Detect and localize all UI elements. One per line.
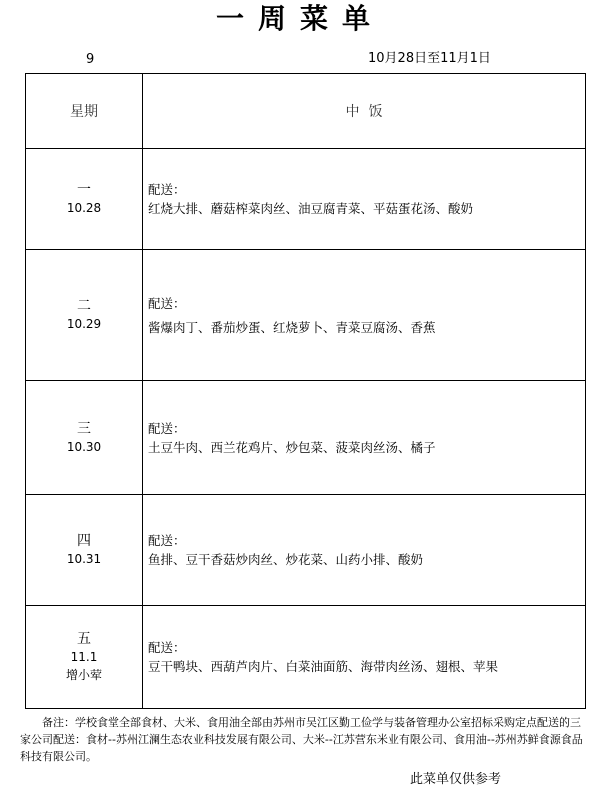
page-title: 一周菜单 bbox=[215, 2, 384, 35]
table-row bbox=[26, 606, 586, 709]
dish-list: 土豆牛肉、西兰花鸡片、炒包菜、菠菜肉丝汤、橘子 bbox=[148, 439, 436, 455]
lunch-cell bbox=[143, 149, 586, 250]
delivery-label: 配送： bbox=[148, 295, 186, 311]
lunch-cell bbox=[143, 606, 586, 709]
day-name: 五 bbox=[77, 631, 91, 647]
day-cell bbox=[26, 149, 143, 250]
week-number: 9 bbox=[86, 52, 95, 67]
day-name: 三 bbox=[77, 420, 91, 437]
dish-list: 豆干鸭块、西葫芦肉片、白菜油面筋、海带肉丝汤、翅根、苹果 bbox=[148, 659, 499, 674]
column-header-weekday: 星期 bbox=[26, 74, 143, 149]
day-extra: 增小荤 bbox=[65, 668, 102, 682]
day-date: 10.29 bbox=[66, 317, 102, 331]
dish-list: 红烧大排、蘑菇榨菜肉丝、油豆腐青菜、平菇蛋花汤、酸奶 bbox=[148, 201, 474, 216]
table-row bbox=[26, 381, 586, 495]
day-cell bbox=[26, 606, 143, 709]
day-date: 11.1 bbox=[70, 650, 98, 664]
day-date: 10.31 bbox=[66, 552, 102, 566]
delivery-label: 配送： bbox=[148, 420, 186, 436]
lunch-cell bbox=[143, 495, 586, 606]
dish-list: 酱爆肉丁、番茄炒蛋、红烧萝卜、青菜豆腐汤、香蕉 bbox=[148, 319, 436, 335]
dish-list: 鱼排、豆干香菇炒肉丝、炒花菜、山药小排、酸奶 bbox=[148, 552, 424, 567]
table-header-row bbox=[26, 74, 586, 149]
day-date: 10.30 bbox=[66, 439, 102, 454]
day-cell bbox=[26, 250, 143, 381]
table-row bbox=[26, 250, 586, 381]
delivery-label: 配送： bbox=[148, 182, 186, 197]
table-row bbox=[26, 495, 586, 606]
lunch-cell bbox=[143, 381, 586, 495]
disclaimer: 此菜单仅供参考 bbox=[410, 772, 502, 787]
day-name: 二 bbox=[77, 298, 91, 314]
date-range: 10月28日至11月1日 bbox=[368, 51, 491, 66]
day-date: 10.28 bbox=[66, 201, 102, 215]
delivery-label: 配送： bbox=[148, 640, 186, 655]
day-cell bbox=[26, 495, 143, 606]
footnote-text: 备注：学校食堂全部食材、大米、食用油全部由苏州市吴江区勤工俭学与装备管理办公室招标采购定点配送的三家公司配送：食材--苏州江澜生态农业科技发展有限公司、大米--江苏营东米业有限公司、食用油--苏州苏鲜食源食品科技有限公司。 bbox=[20, 716, 583, 763]
menu-table bbox=[25, 73, 586, 709]
day-name: 一 bbox=[77, 182, 91, 198]
day-name: 四 bbox=[77, 533, 91, 549]
footnote bbox=[20, 714, 588, 765]
table-row bbox=[26, 149, 586, 250]
delivery-label: 配送： bbox=[148, 533, 186, 548]
day-cell bbox=[26, 381, 143, 495]
lunch-cell bbox=[143, 250, 586, 381]
column-header-lunch: 中 饭 bbox=[143, 74, 586, 149]
